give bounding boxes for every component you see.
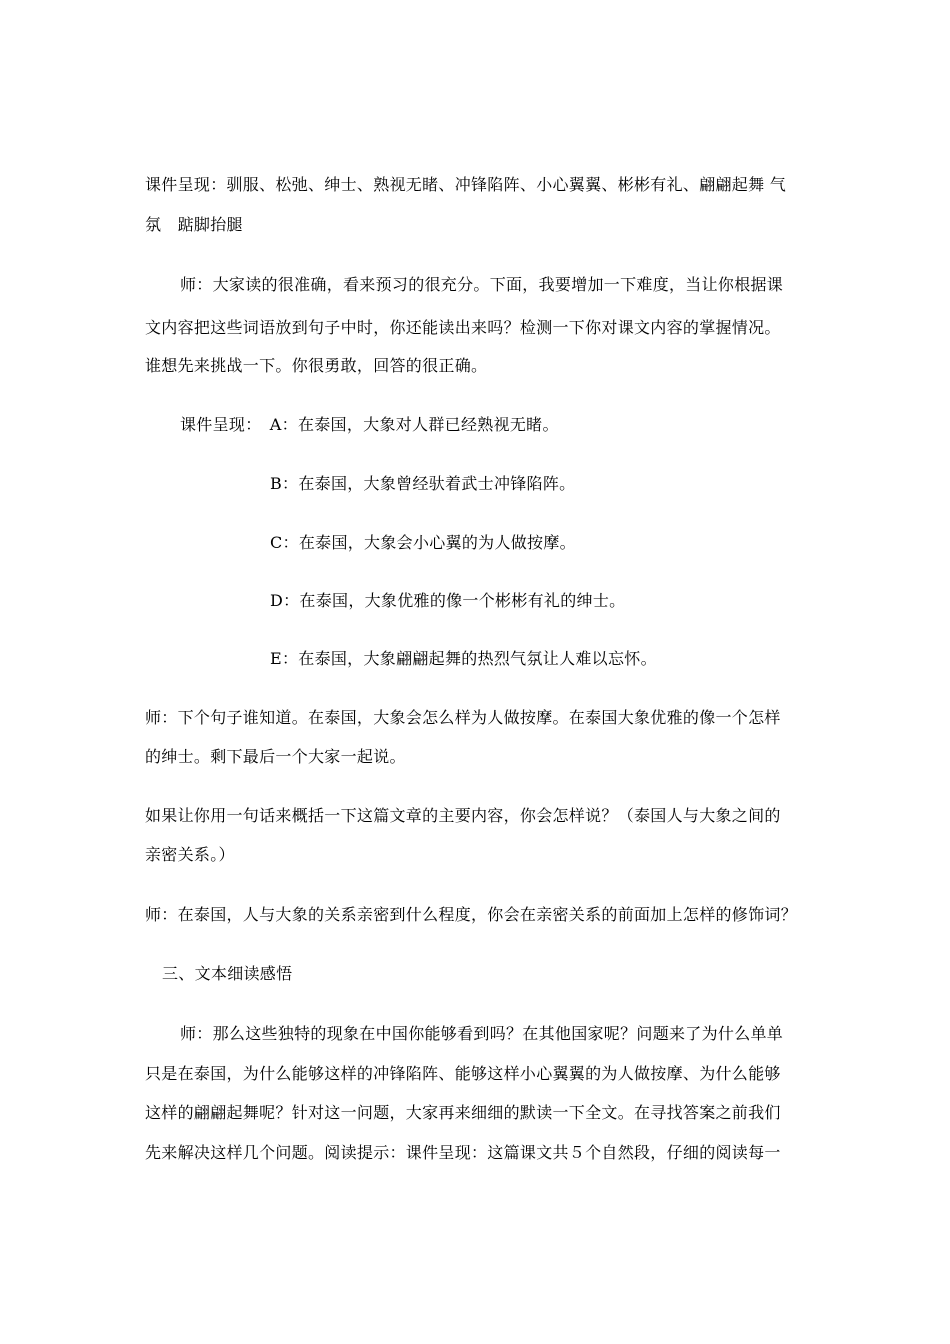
text-line: 课件呈现： A：在泰国，大象对人群已经熟视无睹。 bbox=[180, 415, 559, 434]
text-line: 师：大家读的很准确，看来预习的很充分。下面，我要增加一下难度，当让你根据课 bbox=[180, 275, 784, 294]
text-line: 谁想先来挑战一下。你很勇敢，回答的很正确。 bbox=[145, 356, 488, 375]
text-line: 师：那么这些独特的现象在中国你能够看到吗？在其他国家呢？问题来了为什么单单 bbox=[180, 1024, 784, 1043]
text-line: 这样的翩翩起舞呢？针对这一问题，大家再来细细的默读一下全文。在寻找答案之前我们 bbox=[145, 1103, 781, 1122]
text-line: 先来解决这样几个问题。阅读提示：课件呈现：这篇课文共５个自然段，仔细的阅读每一 bbox=[145, 1143, 781, 1162]
text-line: 课件呈现：驯服、松弛、绅士、熟视无睹、冲锋陷阵、小心翼翼、彬彬有礼、翩翩起舞 气 bbox=[145, 175, 787, 194]
text-line: 氛 踮脚抬腿 bbox=[145, 215, 243, 234]
text-line: C：在泰国，大象会小心翼的为人做按摩。 bbox=[270, 533, 576, 552]
text-line: 只是在泰国，为什么能够这样的冲锋陷阵、能够这样小心翼翼的为人做按摩、为什么能够 bbox=[145, 1064, 781, 1083]
text-line: 师：在泰国，人与大象的关系亲密到什么程度，你会在亲密关系的前面加上怎样的修饰词？ bbox=[145, 905, 798, 924]
text-line: 的绅士。剩下最后一个大家一起说。 bbox=[145, 747, 406, 766]
text-line: 师：下个句子谁知道。在泰国，大象会怎么样为人做按摩。在泰国大象优雅的像一个怎样 bbox=[145, 708, 781, 727]
text-line: E：在泰国，大象翩翩起舞的热烈气氛让人难以忘怀。 bbox=[270, 649, 657, 668]
text-line: B：在泰国，大象曾经驮着武士冲锋陷阵。 bbox=[270, 474, 576, 493]
text-line: 如果让你用一句话来概括一下这篇文章的主要内容，你会怎样说？（泰国人与大象之间的 bbox=[145, 806, 781, 825]
text-line: 亲密关系。） bbox=[145, 845, 235, 864]
text-line: D：在泰国，大象优雅的像一个彬彬有礼的绅士。 bbox=[270, 591, 626, 610]
section-heading: 三、文本细读感悟 bbox=[162, 964, 293, 983]
text-line: 文内容把这些词语放到句子中时，你还能读出来吗？检测一下你对课文内容的掌握情况。 bbox=[145, 318, 781, 337]
